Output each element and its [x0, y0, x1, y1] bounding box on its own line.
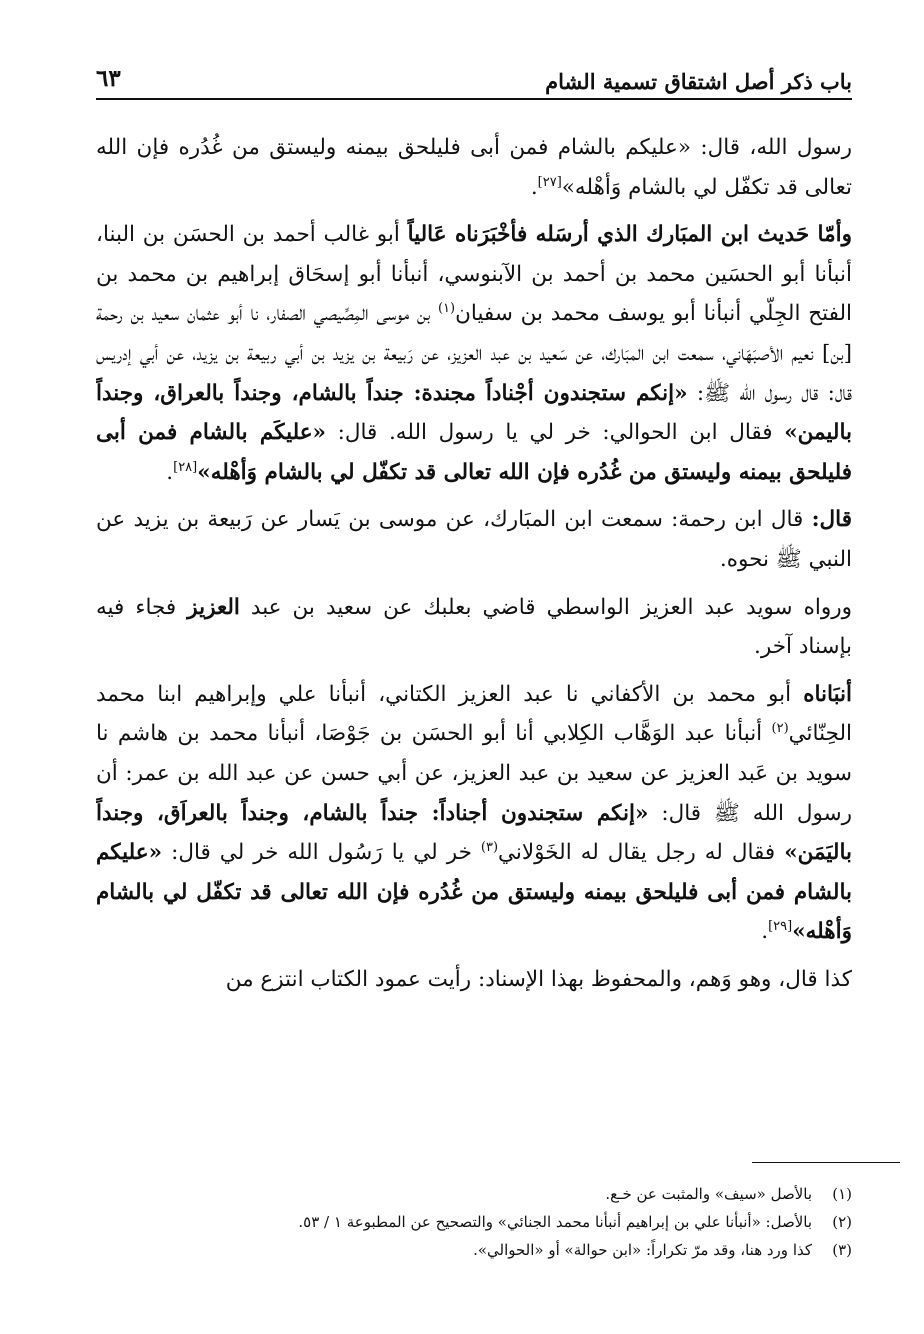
text-run: فقال له رجل يقال له الخَوْلاني	[498, 840, 776, 866]
footnote-ref: [٢٧]	[537, 174, 562, 190]
text-run: أبو محمد بن الأكفاني نا عبد العزيز الكتاني، أنبأنا علي وإبراهيم ابنا محمد الحِنّائي	[96, 681, 852, 747]
footnote-ref: [٢٩]	[768, 919, 793, 935]
text-run: أبو غالب أحمد بن الحسَن بن البنا، أنبأنا أبو الحسَين محمد بن أحمد بن الآبنوسي، أنبأنا أبو إسحَاق إبراهيم بن محمد بن الفتح الجِلّي أنبأنا أبو يوسف محمد بن سفيان	[96, 222, 852, 327]
hadith-quote: «إنكم ستجندون أجْناداً مجندة: جنداً بالشام، وجنداً بالعراق، وجنداً باليمن»	[96, 380, 852, 446]
footnote-number: (٢)	[832, 1213, 852, 1231]
footnote-text: بالأصل «سيف» والمثبت عن خـع.	[605, 1185, 812, 1203]
footnote-number: (٣)	[832, 1241, 852, 1259]
bold-word: العزيز	[187, 594, 240, 620]
paragraph-5	[96, 675, 852, 952]
page-number: ٦٣	[96, 65, 121, 92]
text-run: خر لي يا رَسُول الله خر لي قال:	[171, 840, 472, 866]
hadith-quote: «عليكَم بالشام فمن أبى فليلحق بيمنه وليستق من غُدُره فإن الله تعالى قد تكفّل لي بالشام وَأهْله»	[96, 420, 852, 485]
footnotes	[96, 1180, 852, 1264]
footnote-text: بالأصل: «أنبأنا علي بن إبراهيم أنبأنا محمد الجنائي» والتصحيح عن المطبوعة ١ / ٥٣.	[298, 1213, 812, 1231]
footnote	[96, 1236, 852, 1264]
main-text	[96, 128, 852, 1160]
paragraph-4	[96, 588, 852, 667]
text-run: .	[761, 919, 769, 945]
text-run: فقال ابن الحوالي: خر لي يا رسول الله. قال:	[337, 420, 773, 446]
footnote-ref: [٢٨]	[173, 459, 198, 475]
section-lead: أنبَاناه	[803, 681, 852, 707]
paragraph-1	[96, 128, 852, 207]
footnote	[96, 1180, 852, 1208]
hadith-quote: «عليكم بالشام فمن أبى فليلحق بيمنه وليستق من غُدُره فإن الله تعالى قد تكفّل لي بالشام وَأهْله»	[96, 840, 852, 945]
page-header	[96, 58, 852, 100]
running-title: باب ذكر أصل اشتقاق تسمية الشام	[545, 69, 852, 94]
text-run: بن موسى المِصِّيصي الصفار، نا أبو عثمان سعيد بن رحمة [بن] نعيم الأصبَهَاني، سمعت ابن المبَارك، عن سَعيد بن عبد العزيز، عن رَبيعة بن يزيد بن أبي ربيعة بن يزيد، عن أبي إدريس قال: قال رسول الله ﷺ:	[96, 301, 852, 406]
paragraph-2	[96, 215, 852, 492]
text-run: ورواه سويد عبد العزيز الواسطي قاضي بعلبك عن سعيد بن عبد	[250, 594, 852, 620]
text-run: فجاء فيه بإسناد آخر.	[96, 594, 852, 660]
footnote-ref: (٢)	[771, 721, 789, 737]
footnote-divider	[752, 1162, 900, 1163]
text-run: رسول الله، قال: «عليكم بالشام فمن أبى فليلحق بيمنه وليستق من غُدُره فإن الله تعالى قد تكفّل لي بالشام وَأهْله»	[96, 135, 852, 200]
paragraph-6	[96, 960, 852, 1000]
text-run: أنبأنا عبد الوَهَّاب الكِلابي أنا أبو الحسَن بن جَوْصَا، أنبأنا محمد بن هاشم نا سويد بن عَبد العزيز عن سعيد بن عبد العزيز، عن أبي حسن عن عبد الله بن عمر: أن رسول الله ﷺ قال:	[96, 721, 852, 826]
footnote-ref: (١)	[437, 301, 456, 317]
text-run: .	[530, 174, 538, 200]
section-lead: وأمّا حَديث ابن المبَارك الذي أرسَله فأخْبَرَناه عَالياً	[407, 222, 852, 248]
hadith-quote: «إنكم ستجندون أجناداً: جنداً بالشام، وجنداً بالعراَق، وجنداً باليَمَن»	[96, 800, 852, 866]
footnote-number: (١)	[832, 1185, 852, 1203]
text-run: .	[166, 459, 174, 485]
paragraph-3	[96, 500, 852, 579]
section-lead: قال:	[811, 507, 852, 533]
text-run: قال ابن رحمة: سمعت ابن المبَارك، عن موسى بن يَسار عن رَبيعة بن يزيد عن النبي ﷺ نحوه.	[96, 507, 852, 572]
footnote	[96, 1208, 852, 1236]
text-run: كذا قال، وهو وَهم، والمحفوظ بهذا الإسناد: رأيت عمود الكتاب انتزع من	[225, 966, 852, 992]
footnote-ref: (٣)	[480, 839, 499, 855]
footnote-text: كذا ورد هنا، وقد مرّ تكراراً: «ابن حوالة» أو «الحوالي».	[473, 1241, 812, 1259]
